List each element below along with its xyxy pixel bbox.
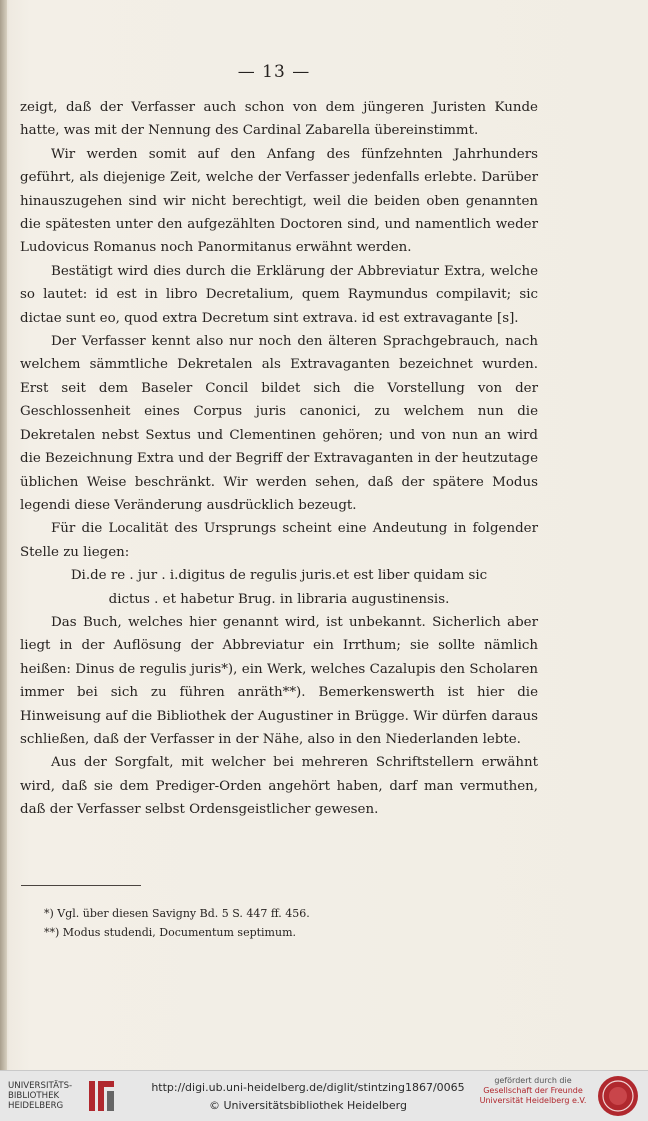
paragraph: Wir werden somit auf den Anfang des fünfzehnten Jahrhunders geführt, als diejenige Zeit, welche der Verfasser jedenfalls erlebte. Darüber hinauszugehen sind wir nicht berechtigt, weil die beiden oben genannten die spätesten unter den aufgezählten Doctoren sind, und namentlich weder Ludovicus Romanus noch Panormitanus erwähnt werden. (20, 146, 538, 256)
university-seal-icon (596, 1074, 640, 1118)
library-name: UNIVERSITÄTS- BIBLIOTHEK HEIDELBERG (8, 1081, 73, 1111)
footnote: **) Modus studendi, Documentum septimum. (44, 926, 297, 939)
paragraph: Für die Localität des Ursprungs scheint eine Andeutung in folgender Stelle zu liegen: (20, 521, 538, 560)
page-number: — 13 — (237, 62, 311, 82)
footnote-divider (21, 885, 141, 886)
paragraph: Das Buch, welches hier genannt wird, ist unbekannt. Sicherlich aber liegt in der Auflösung der Abbreviatur ein Irrthum; sie sollte nämlich heißen: Dinus de regulis juris*), ein Werk, welches Cazalupis den Scholaren immer bei sich zu führen anräth**). Bemerkenswerth ist hier die Hinweisung auf die Bibliothek der Augustiner in Brügge. Wir dürfen daraus schließen, daß der Verfasser in der Nähe, also in den Niederlanden lebte. (20, 614, 538, 747)
permalink-url[interactable]: http://digi.ub.uni-heidelberg.de/diglit/stintzing1867/0065 (151, 1081, 465, 1094)
paragraph: zeigt, daß der Verfasser auch schon von dem jüngeren Juristen Kunde hatte, was mit der Nennung des Cardinal Zabarella übereinstimmt. (20, 100, 538, 139)
page-binding-edge (0, 0, 7, 1070)
paragraph: Aus der Sorgfalt, mit welcher bei mehreren Schriftstellern erwähnt wird, daß sie dem Prediger-Orden angehört haben, darf man vermuthen, daß der Verfasser selbst Ordensgeistlicher gewesen. (20, 755, 538, 818)
quote-line: Di.de re . jur . i.digitus de regulis juris.et est liber quidam sic (70, 568, 488, 584)
library-logo-icon (86, 1077, 118, 1115)
paragraph: Bestätigt wird dies durch die Erklärung der Abbreviatur Extra, welche so lautet: id est in libro Decretalium, quem Raymundus compilavit; sic dictae sunt eo, quod extra Decretum sint extrava. id est extravagante [s]. (20, 263, 538, 326)
footnote: *) Vgl. über diesen Savigny Bd. 5 S. 447 ff. 456. (44, 907, 310, 920)
footnotes (44, 904, 544, 942)
copyright-notice: © Universitätsbibliothek Heidelberg (208, 1099, 407, 1112)
quote-line: dictus . et habetur Brug. in libraria augustinensis. (108, 591, 450, 607)
digitization-footer (0, 1070, 648, 1121)
body-text (20, 96, 538, 822)
paragraph: Der Verfasser kennt also nur noch den älteren Sprachgebrauch, nach welchem sämmtliche Dekretalen als Extravaganten bezeichnet wurden. Erst seit dem Baseler Concil bildet sich die Vorstellung von der Geschlossenheit eines Corpus juris canonici, zu welchem nun die Dekretalen nebst Sextus und Clementinen gehören; und von nun an wird die Bezeichnung Extra und der Begriff der Extravaganten in der heutzutage üblichen Weise beschränkt. Wir werden sehen, daß der spätere Modus legendi diese Veränderung ausdrücklich bezeugt. (20, 334, 538, 513)
sponsor-credit: gefördert durch die Gesellschaft der Freunde Universität Heidelberg e.V. (479, 1076, 587, 1105)
